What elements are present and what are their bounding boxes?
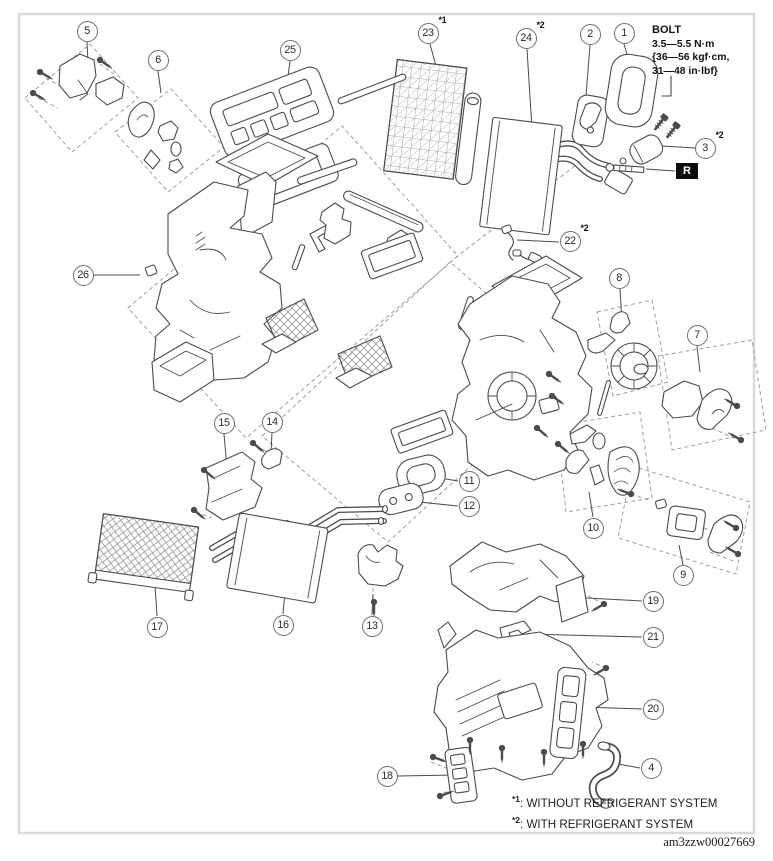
callout-10: 10 xyxy=(583,518,604,539)
part-filter xyxy=(87,513,202,601)
bolt-note-line: {36—56 kgf·cm, xyxy=(652,52,730,63)
callout-9: 9 xyxy=(673,565,694,586)
footnotes xyxy=(512,791,717,834)
footnote-1-text: : WITHOUT REFRIGERANT SYSTEM xyxy=(520,796,718,810)
footnote-2-marker: *2 xyxy=(512,815,521,826)
footnote-2 xyxy=(512,812,717,833)
bolt-note-pointer xyxy=(662,76,671,96)
callout-25: 25 xyxy=(280,40,301,61)
part-group-7 xyxy=(662,381,732,429)
part-case-right xyxy=(452,256,592,480)
callout-1: 1 xyxy=(614,23,635,44)
bolt-note-line: 3.5—5.5 N·m xyxy=(652,38,715,50)
callout-15: 15 xyxy=(214,413,235,434)
callout-2: 2 xyxy=(580,24,601,45)
callout-14: 14 xyxy=(262,412,283,433)
callout-21: 21 xyxy=(643,627,664,648)
callout-22: 22 *2 xyxy=(560,231,581,252)
part-group-6 xyxy=(128,102,183,173)
footnote-2-text: : WITH REFRIGERANT SYSTEM xyxy=(520,818,694,832)
callout-5: 5 xyxy=(77,21,98,42)
part-group-5 xyxy=(59,54,124,105)
callout-18: 18 xyxy=(377,766,398,787)
part-group-10 xyxy=(566,425,639,495)
callout-20: 20 xyxy=(643,699,664,720)
callout-4: 4 xyxy=(641,758,662,779)
bolt-note-title: BOLT xyxy=(652,24,682,36)
callout-12: 12 xyxy=(459,496,480,517)
part-bracket-15 xyxy=(206,452,262,520)
callout-3-footnote-marker: *2 xyxy=(715,129,724,140)
callout-6: 6 xyxy=(148,50,169,71)
callout-23: 23 *1 xyxy=(418,23,439,44)
callout-19: 19 xyxy=(643,591,664,612)
r-badge: R xyxy=(676,163,698,179)
footnote-1-marker: *1 xyxy=(512,794,521,804)
bolt-icon xyxy=(653,114,669,131)
part-heater-core xyxy=(226,513,328,603)
callout-8: 8 xyxy=(609,268,630,289)
part-bracket-13 xyxy=(358,545,403,586)
part-grommet-small xyxy=(571,94,610,149)
part-clip-14 xyxy=(262,449,282,469)
part-nut xyxy=(620,158,626,164)
callout-22-footnote-marker: *2 xyxy=(580,222,589,233)
watermark-id: am3zzw00027669 xyxy=(663,835,755,849)
part-upper-duct xyxy=(450,542,588,622)
callout-26: 26 xyxy=(73,265,94,286)
callout-11: 11 xyxy=(459,471,480,492)
callout-16: 16 xyxy=(273,615,294,636)
bolt-torque-note xyxy=(652,24,757,78)
part-group-8 xyxy=(588,312,657,416)
callout-3: 3 *2 xyxy=(695,138,716,159)
callout-23-footnote-marker: *1 xyxy=(438,14,447,25)
part-evaporator-core-2 xyxy=(480,117,634,235)
callout-24-footnote-marker: *2 xyxy=(536,19,545,30)
callout-24: 24 *2 xyxy=(516,28,537,49)
bolt-icon xyxy=(665,122,681,139)
callout-13: 13 xyxy=(362,616,383,637)
part-check-valve xyxy=(627,132,666,167)
callout-7: 7 xyxy=(687,325,708,346)
part-group-9 xyxy=(655,499,743,553)
bolt-note-line: 31—48 in·lbf} xyxy=(652,65,718,77)
callout-17: 17 xyxy=(147,617,168,638)
footnote-1 xyxy=(512,791,717,812)
